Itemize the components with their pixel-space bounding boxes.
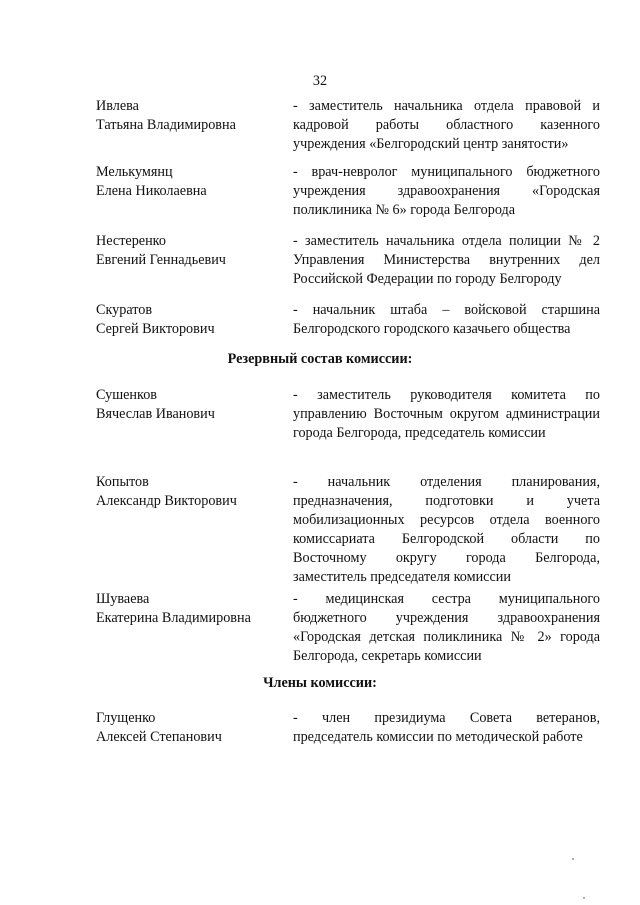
member-surname: Нестеренко: [96, 233, 166, 249]
section-heading-reserve: Резервный состав комиссии:: [227, 351, 413, 367]
member-name: [96, 163, 286, 201]
member-name: [96, 97, 286, 135]
member-role: - член президиума Совета ветеранов, председатель комиссии по методической работе: [293, 710, 600, 745]
member-given-names: Вячеслав Иванович: [96, 406, 215, 422]
member-given-names: Екатерина Владимировна: [96, 610, 251, 626]
member-role: - медицинская сестра муниципального бюджетного учреждения здравоохранения «Городская детская поликлиника № 2» города Белгорода, секретарь комиссии: [293, 591, 600, 664]
member-given-names: Елена Николаевна: [96, 183, 207, 199]
member-given-names: Алексей Степанович: [96, 729, 222, 745]
member-name: [96, 386, 286, 424]
member-role: - заместитель начальника отдела правовой и кадровой работы областного казенного учреждения «Белгородский центр занятости»: [293, 98, 600, 152]
member-surname: Мелькумянц: [96, 164, 173, 180]
member-given-names: Сергей Викторович: [96, 321, 215, 337]
member-role: - врач-невролог муниципального бюджетного учреждения здравоохранения «Городская поликлиника № 6» города Белгорода: [293, 164, 600, 218]
member-role: - начальник отделения планирования, предназначения, подготовки и учета мобилизационных ресурсов отдела военного комиссариата Белгородской области по Восточному округу города Белгорода, заместитель председателя комиссии: [293, 474, 600, 585]
member-name: [96, 232, 286, 270]
member-name: [96, 301, 286, 339]
member-surname: Глущенко: [96, 710, 156, 726]
member-surname: Ивлева: [96, 98, 139, 114]
member-name: [96, 590, 286, 628]
scan-speck: [583, 897, 585, 899]
member-role: - заместитель начальника отдела полиции № 2 Управления Министерства внутренних дел Российской Федерации по городу Белгороду: [293, 233, 600, 287]
member-role: - начальник штаба – войсковой старшина Белгородского городского казачьего общества: [293, 302, 600, 337]
member-name: [96, 473, 286, 511]
scan-speck: [572, 858, 574, 860]
page-number: 32: [312, 73, 328, 89]
member-name: [96, 709, 286, 747]
member-surname: Шуваева: [96, 591, 150, 607]
member-given-names: Татьяна Владимировна: [96, 117, 236, 133]
section-heading-members: Члены комиссии:: [263, 675, 377, 691]
member-surname: Сушенков: [96, 387, 157, 403]
member-role: - заместитель руководителя комитета по управлению Восточным округом администрации города Белгорода, председатель комиссии: [293, 387, 600, 441]
member-given-names: Евгений Геннадьевич: [96, 252, 226, 268]
member-given-names: Александр Викторович: [96, 493, 237, 509]
member-surname: Скуратов: [96, 302, 153, 318]
member-surname: Копытов: [96, 474, 149, 490]
